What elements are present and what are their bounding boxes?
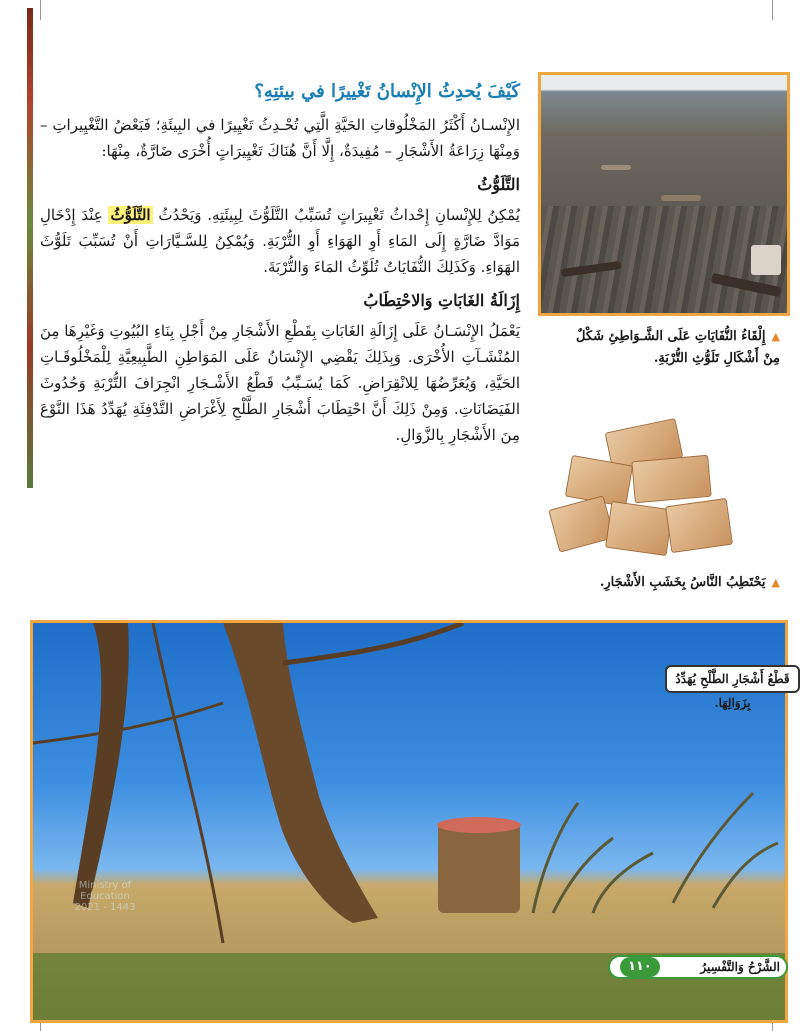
deforestation-paragraph: يَعْمَلُ الإِنْسَـانُ عَلَى إِزَالَةِ الغَابَاتِ بِقَطْعِ الأَشْجَارِ مِنْ أَجْلِ بِنَاءِ البُيُوتِ وَغَيْرِهَا مِنَ المُنْشَـآتِ الأُخْرَى. وَبِذَلِكَ يَقْضِي الإِنْسَانُ عَلَى المَوَاطِنِ الطَّبِيعِيَّةِ لِلْمَخْلُوقَـاتِ الحَيَّةِ، وَيُعَرِّضُهَا لِلانْقِرَاضِ. كَمَا يُسَـبِّبُ قَطْعُ الأَشْـجَارِ انْجِرَافَ التُّرْبَةِ وَحُدُوثَ الفَيَضَانَاتِ. وَمِنْ ذَلِكَ أَنَّ احْتِطَابَ أَشْجَارِ الطَّلْحِ لِأَغْرَاضِ التَّدْفِئَةِ يُهَدِّدُ هَذَا النَّوْعَ مِنَ الأَشْجَارِ بِالزَّوَالِ. (40, 322, 520, 444)
footer-label: الشَّرْحُ وَالتَّفْسِيرُ (700, 960, 780, 974)
pollution-text-before: يُمْكِنُ لِلإِنْسانِ إِحْداثُ تَغْيِيرَاتٍ تُسَبِّبُ التَّلَوُّثَ لِبِيئَتِهِ. وَيَحْدُثُ (158, 206, 520, 224)
wood-caption (570, 572, 780, 594)
watermark-line1: Ministry of Education (78, 880, 132, 902)
tree-stump (438, 823, 520, 913)
caption-triangle-icon: ▲ (771, 330, 780, 343)
tree-caption: قَطْعُ أَشْجَارِ الطَّلْحِ يُهَدِّدُ بِزَوَالِهَا. (665, 665, 800, 693)
pollution-highlight: التَّلَوُّثُ (110, 206, 151, 224)
intro-paragraph: الإِنْسـانُ أَكْثَرُ المَخْلُوقاتِ الحَيَّةِ الَّتِي تُحْـدِثُ تَغْيِيرًا في البِيئَةِ؛ فَبَعْضُ التَّغْيِيراتِ – وَمِنْهَا زِرَاعَةُ الأَشْجَارِ – مُفِيدَةٌ، إِلَّا أَنَّ هُنَاكَ تَغْيِيرَاتٍ أُخْرَى ضَارَّةٌ، مِنْهَا: (40, 116, 520, 160)
crop-mark-top-right (772, 0, 773, 20)
firewood-log (665, 498, 733, 553)
tree-stump-top (437, 817, 521, 833)
crop-mark-top-left (40, 0, 41, 20)
caption-triangle-icon: ▲ (771, 576, 780, 589)
page-number: ١١٠ (620, 957, 660, 977)
wood-caption-text: يَحْتَطِبُ النَّاسُ بِخَشَبِ الأَشْجَارِ. (599, 575, 766, 590)
main-text-column (40, 60, 520, 456)
left-photo-strip (27, 8, 33, 488)
pollution-paragraph (40, 202, 520, 280)
beach-debris (661, 195, 701, 201)
page-footer (608, 955, 788, 979)
watermark-line2: 2021 - 1443 (74, 902, 136, 913)
pollution-text-after: عِنْدَ إِدْخَالِ مَوَادَّ ضَارَّةٍ إِلَى المَاءِ أَوِ الهَوَاءِ أَوِ التُّرْبَةِ. وَيُمْكِنُ لِلسَّـيَّارَاتِ أَنْ تُسَبِّبَ تَلَوُّثَ الهَوَاءِ. وَكَذَلِكَ النُّفَايَاتُ تُلَوِّثُ المَاءَ وَالتُّرْبَةَ. (40, 206, 520, 276)
deforestation-heading: إِزَالَةُ الغَابَاتِ وَالاحْتِطَابُ (363, 291, 520, 310)
beach-caption (570, 326, 780, 370)
beach-litter-photo (538, 72, 790, 316)
firewood-log (605, 501, 673, 556)
tree-branch (153, 623, 223, 943)
beach-debris (751, 245, 781, 275)
shrub (533, 803, 653, 913)
pollution-heading: التَّلَوُّثُ (477, 175, 520, 194)
beach-caption-text: إِلْقَاءُ النُّفَايَاتِ عَلَى الشَّـوَاطِئِ شَكْلٌ مِنْ أَشْكَالِ تَلَوُّثِ التُّرْبَةِ. (576, 329, 780, 366)
section-title: كَيْفَ يُحدِثُ الإِنْسانُ تَغْييرًا في بيئتِهِ؟ (254, 81, 520, 102)
shrub (673, 793, 778, 908)
beach-debris (601, 165, 631, 170)
tree-branch (73, 623, 129, 908)
ministry-watermark (60, 880, 150, 913)
tree-branch (283, 623, 463, 663)
tree-branch (33, 703, 223, 743)
firewood-photo (548, 420, 738, 560)
firewood-log (631, 455, 711, 504)
tree-trunk (223, 623, 378, 923)
